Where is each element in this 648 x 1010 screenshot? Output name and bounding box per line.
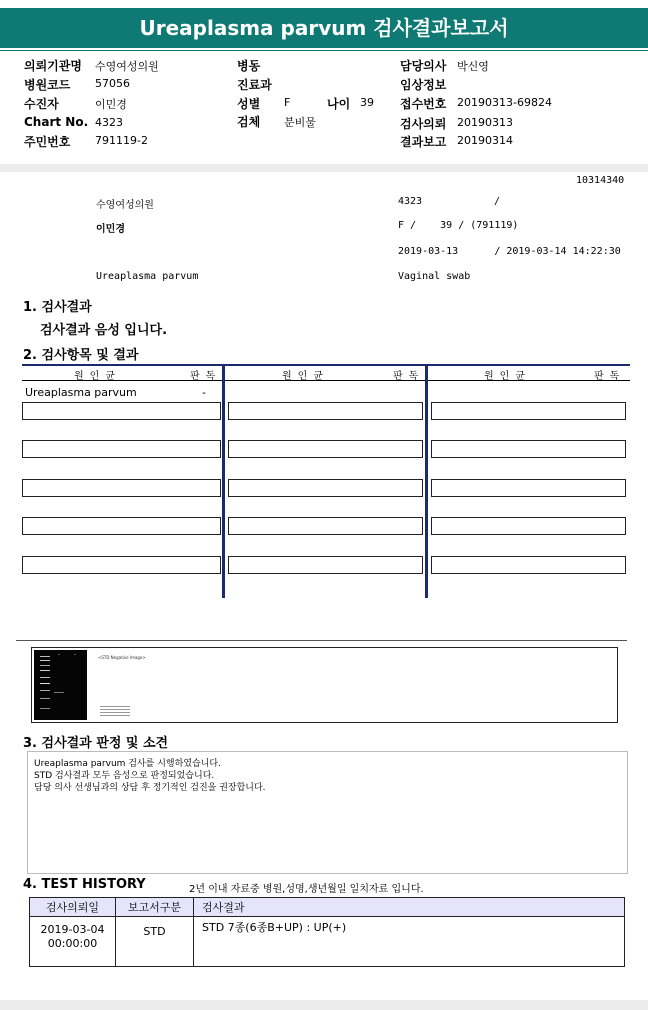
grid-divider-2 <box>425 364 428 598</box>
header-label-report-date: 결과보고 <box>400 135 447 149</box>
opinion-line-3: 담당 의사 선생님과의 상담 후 정기적인 검진을 권장합니다. <box>34 783 266 793</box>
result-item-name: Ureaplasma parvum <box>25 386 137 399</box>
col-header-judgment-2: 판독 <box>393 371 425 382</box>
result-cell <box>228 556 423 574</box>
header-value-doctor: 박신영 <box>457 60 489 73</box>
header-label-doctor: 담당의사 <box>400 59 447 73</box>
col-header-pathogen-2: 원인균 <box>282 371 329 382</box>
header-label-receipt-no: 접수번호 <box>400 97 447 111</box>
header-value-receipt-no: 20190313-69824 <box>457 96 552 109</box>
header-label-request-date: 검사의뢰 <box>400 117 447 131</box>
history-table <box>29 897 625 967</box>
header-label-department: 진료과 <box>237 78 272 92</box>
header-label-chart-no: Chart No. <box>24 115 89 129</box>
history-header-date: 검사의뢰일 <box>30 898 116 917</box>
header-value-sex: F <box>284 96 291 109</box>
info-sex-age: F / 39 / (791119) <box>398 220 519 231</box>
result-cell <box>431 440 626 458</box>
header-value-patient: 이민경 <box>95 98 127 111</box>
header-label-resident-no: 주민번호 <box>24 135 71 149</box>
result-cell <box>431 517 626 535</box>
section-1-result: 검사결과 음성 입니다. <box>40 323 168 338</box>
grid-divider-1 <box>222 364 225 598</box>
result-cell <box>431 402 626 420</box>
header-value-report-date: 20190314 <box>457 134 513 147</box>
footer-bar <box>0 1000 648 1010</box>
col-header-pathogen-3: 원인균 <box>484 371 531 382</box>
opinion-box <box>27 751 628 874</box>
history-header-row <box>30 898 625 917</box>
info-chart-slash: / <box>494 196 501 207</box>
header-value-hospital: 수영여성의원 <box>95 60 159 73</box>
header-label-ward: 병동 <box>237 59 261 73</box>
header-label-hospital: 의뢰기관명 <box>24 59 82 73</box>
col-header-judgment-3: 판독 <box>594 371 626 382</box>
header-value-hospital-code: 57056 <box>95 77 130 90</box>
info-test: Ureaplasma parvum <box>96 271 199 282</box>
history-date: 2019-03-04 <box>40 923 105 936</box>
report-header <box>0 51 648 163</box>
result-cell <box>228 440 423 458</box>
gel-legend-line <box>100 715 130 716</box>
info-patient: 이민경 <box>96 224 125 235</box>
header-label-patient: 수진자 <box>24 97 59 111</box>
opinion-line-1: Ureaplasma parvum 검사를 시행하였습니다. <box>34 759 221 769</box>
section-1-title: 1. 검사결과 <box>23 300 92 315</box>
header-value-age: 39 <box>360 96 374 109</box>
gel-legend-line <box>100 706 130 707</box>
result-cell <box>228 517 423 535</box>
history-header-type: 보고서구분 <box>116 898 194 917</box>
history-note: 2년 이내 자료중 병원,성명,생년월일 일치자료 입니다. <box>189 884 424 895</box>
history-header-result: 검사결과 <box>194 898 625 917</box>
result-cell <box>22 402 221 420</box>
history-type: STD <box>116 917 194 967</box>
header-value-resident-no: 791119-2 <box>95 134 148 147</box>
result-cell <box>431 479 626 497</box>
info-chart: 4323 <box>398 196 423 207</box>
result-cell <box>22 556 221 574</box>
result-cell <box>22 440 221 458</box>
history-cell-date <box>30 917 116 967</box>
header-label-sex: 성별 <box>237 97 261 111</box>
info-dates: 2019-03-13 / 2019-03-14 14:22:30 <box>398 246 621 257</box>
info-specimen: Vaginal swab <box>398 271 471 282</box>
result-cell <box>22 517 221 535</box>
col-header-pathogen-1: 원인균 <box>74 371 121 382</box>
result-cell <box>431 556 626 574</box>
report-code: 10314340 <box>576 175 625 186</box>
image-section-separator <box>16 640 627 641</box>
header-separator <box>0 164 648 172</box>
header-label-age: 나이 <box>327 97 351 111</box>
report-title: Ureaplasma parvum 검사결과보고서 <box>0 8 648 48</box>
header-label-hospital-code: 병원코드 <box>24 78 71 92</box>
section-4-title: 4. TEST HISTORY <box>23 877 146 892</box>
gel-image-frame <box>31 647 618 723</box>
header-value-request-date: 20190313 <box>457 116 513 129</box>
gel-legend-line <box>100 709 130 710</box>
history-time: 00:00:00 <box>47 937 98 950</box>
header-value-specimen: 분비물 <box>284 116 316 129</box>
opinion-line-2: STD 검사결과 모두 음성으로 판정되었습니다. <box>34 771 215 781</box>
result-cell <box>228 479 423 497</box>
section-2-title: 2. 검사항목 및 결과 <box>23 348 139 363</box>
result-cell <box>22 479 221 497</box>
gel-legend-line <box>100 712 130 713</box>
header-label-clinical-info: 임상정보 <box>400 78 447 92</box>
history-result: STD 7종(6종B+UP) : UP(+) <box>194 917 625 967</box>
header-value-chart-no: 4323 <box>95 116 123 129</box>
gel-image-caption: <STD Negative Image> <box>98 655 146 660</box>
gel-electrophoresis-image <box>34 650 87 720</box>
header-label-specimen: 검체 <box>237 115 261 129</box>
info-hospital: 수영여성의원 <box>96 200 154 211</box>
grid-top-rule <box>22 364 630 366</box>
col-header-judgment-1: 판독 <box>190 371 222 382</box>
result-cell <box>228 402 423 420</box>
section-3-title: 3. 검사결과 판정 및 소견 <box>23 736 169 751</box>
result-item-value: - <box>202 386 206 399</box>
history-row <box>30 917 625 967</box>
